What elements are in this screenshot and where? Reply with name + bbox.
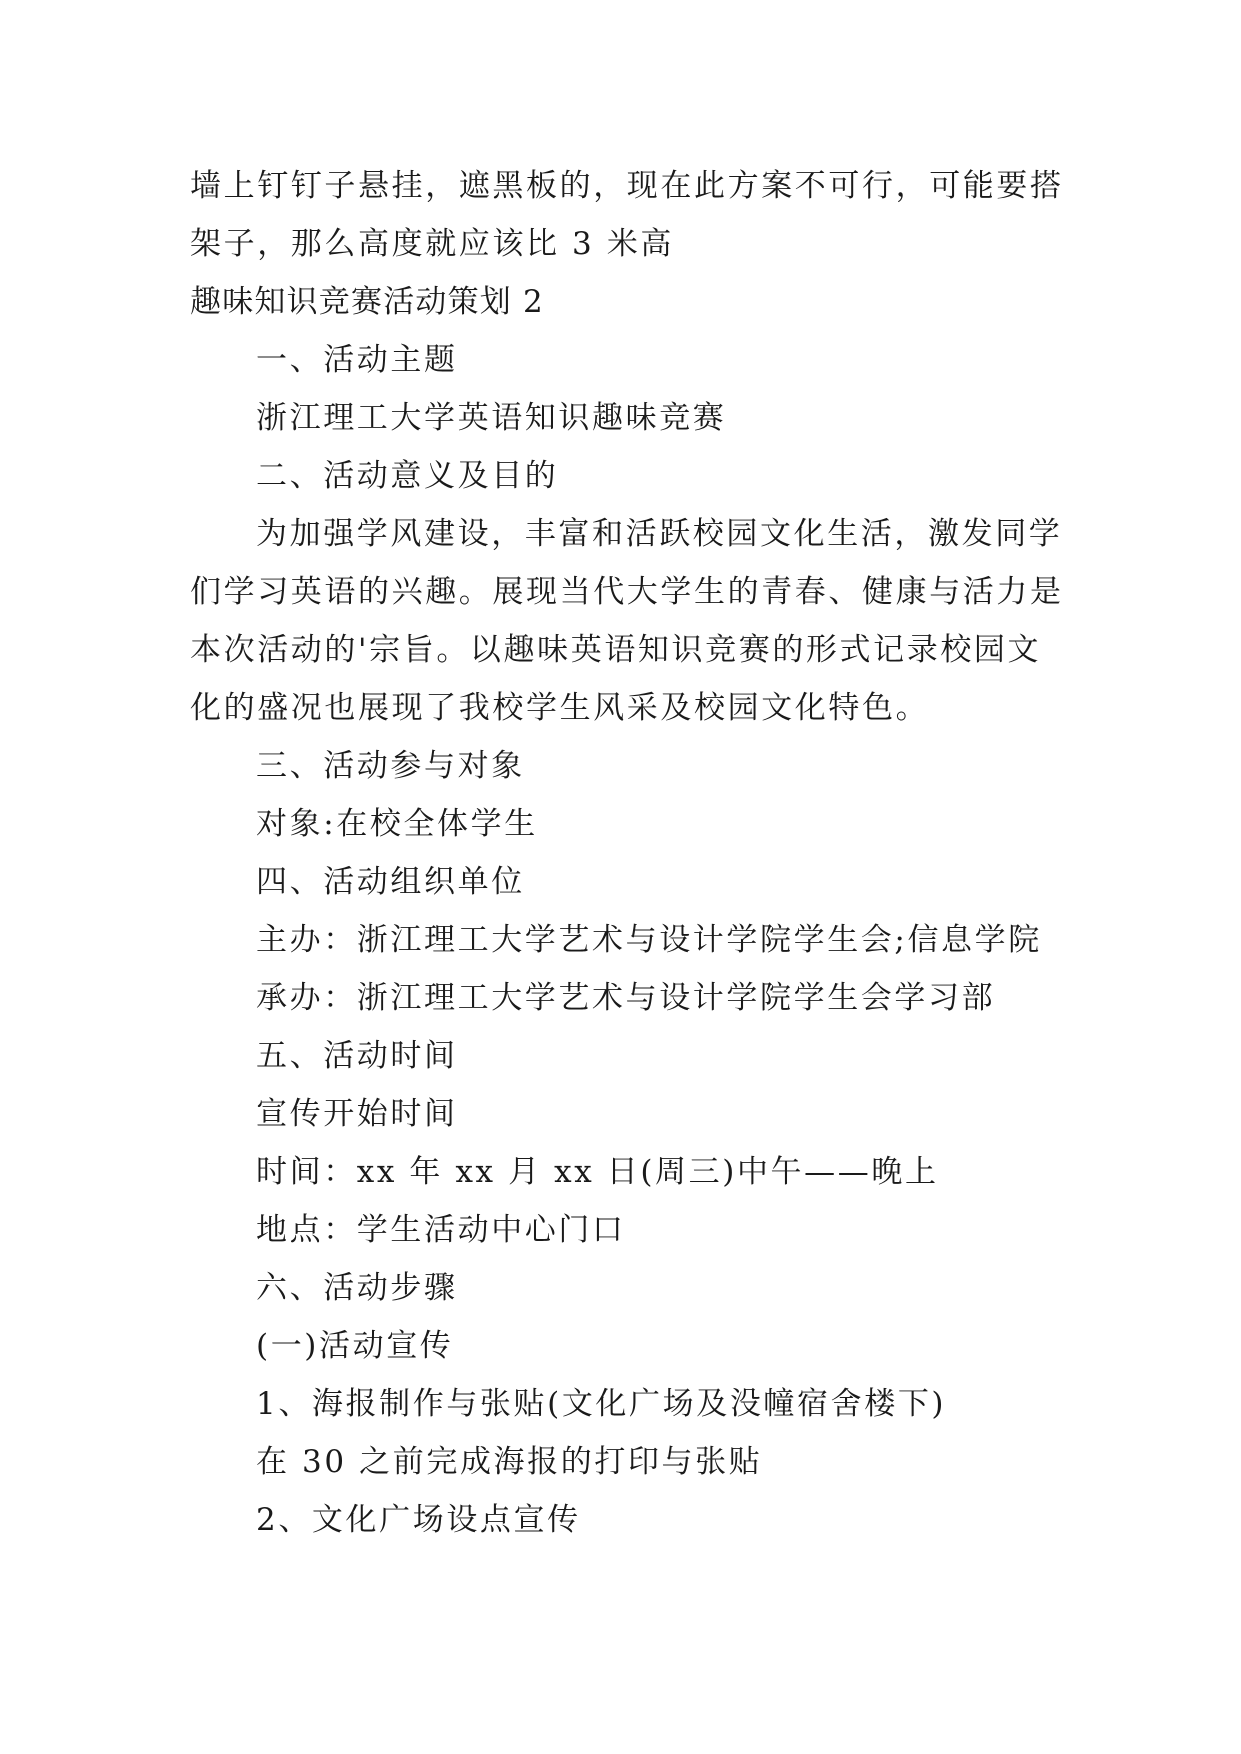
section-title: 趣味知识竞赛活动策划 2: [190, 284, 544, 320]
paragraph-line: 承办：浙江理工大学艺术与设计学院学生会学习部: [256, 980, 996, 1016]
list-item: 1、海报制作与张贴(文化广场及没幢宿舍楼下): [256, 1386, 947, 1422]
section-heading: 六、活动步骤: [256, 1270, 458, 1306]
paragraph-line: 在 30 之前完成海报的打印与张贴: [256, 1444, 763, 1480]
paragraph-line: 浙江理工大学英语知识趣味竞赛: [256, 400, 727, 436]
list-item: 2、文化广场设点宣传: [256, 1502, 581, 1538]
paragraph-line: 化的盛况也展现了我校学生风采及校园文化特色。: [190, 690, 930, 726]
paragraph-line: 时间：xx 年 xx 月 xx 日(周三)中午——晚上: [256, 1154, 939, 1190]
paragraph-line: 对象:在校全体学生: [256, 806, 538, 842]
paragraph-line: 架子，那么高度就应该比 3 米高: [190, 226, 675, 262]
paragraph-line: 本次活动的'宗旨。以趣味英语知识竞赛的形式记录校园文: [190, 632, 1042, 668]
subsection-heading: (一)活动宣传: [256, 1328, 454, 1364]
paragraph-line: 墙上钉钉子悬挂，遮黑板的，现在此方案不可行，可能要搭: [190, 168, 1064, 204]
section-heading: 三、活动参与对象: [256, 748, 525, 784]
section-heading: 二、活动意义及目的: [256, 458, 559, 494]
section-heading: 五、活动时间: [256, 1038, 458, 1074]
paragraph-line: 地点：学生活动中心门口: [256, 1212, 626, 1248]
paragraph-line: 主办：浙江理工大学艺术与设计学院学生会;信息学院: [256, 922, 1042, 958]
paragraph-line: 们学习英语的兴趣。展现当代大学生的青春、健康与活力是: [190, 574, 1064, 610]
paragraph-line: 宣传开始时间: [256, 1096, 458, 1132]
section-heading: 四、活动组织单位: [256, 864, 525, 900]
section-heading: 一、活动主题: [256, 342, 458, 378]
paragraph-line: 为加强学风建设，丰富和活跃校园文化生活，激发同学: [256, 516, 1063, 552]
